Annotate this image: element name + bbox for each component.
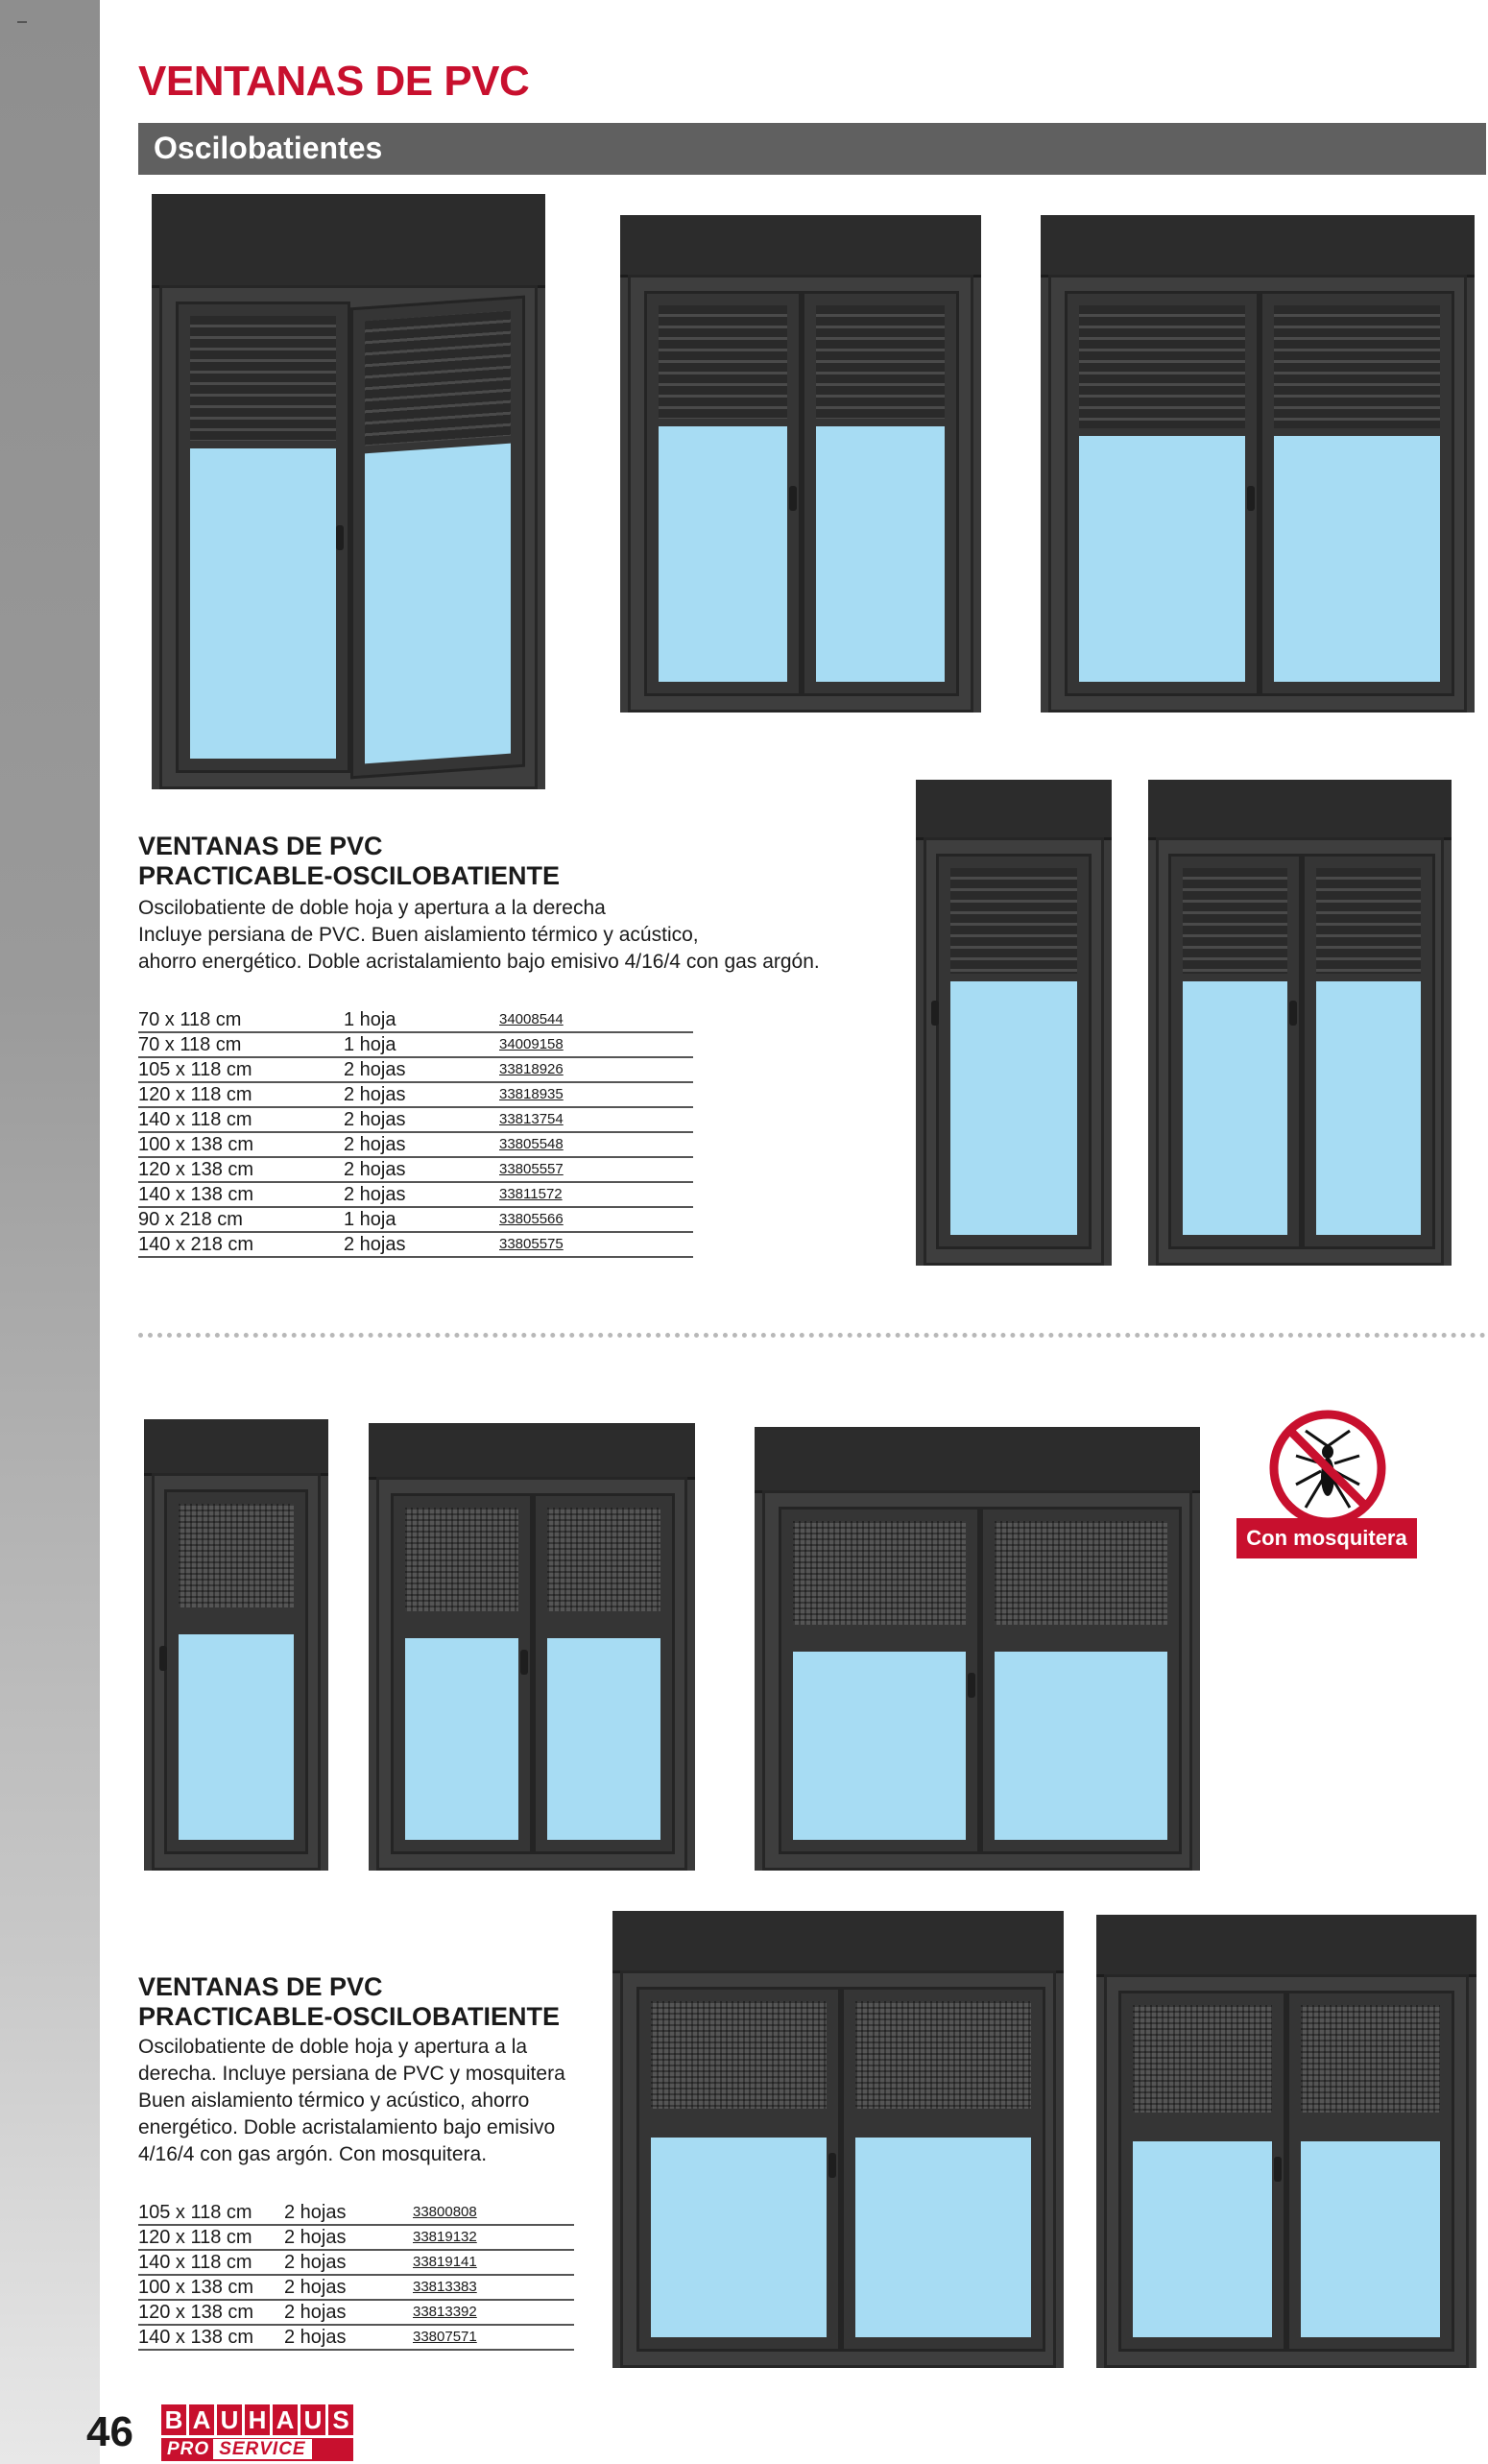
window-image-mosquito-single [144,1419,328,1871]
table-row [138,2250,574,2275]
leaves-cell: 2 hojas [284,2250,413,2275]
product-code: 34009158 [499,1036,564,1052]
product1-description [138,895,820,976]
leaves-cell: 2 hojas [344,1082,499,1107]
leaves-cell: 2 hojas [284,2325,413,2350]
size-cell: 100 x 138 cm [138,1132,344,1157]
table-row [138,1107,693,1132]
product2-description-line: derecha. Incluye persiana de PVC y mosquitera [138,2063,565,2085]
size-cell: 140 x 218 cm [138,1232,344,1257]
window-image-mosquito-double-1 [369,1423,695,1871]
size-cell: 90 x 218 cm [138,1207,344,1232]
product2-title [138,1972,560,2032]
logo-letter: U [217,2404,242,2435]
size-cell: 140 x 118 cm [138,1107,344,1132]
leaves-cell: 2 hojas [344,1182,499,1207]
product-code: 33805566 [499,1211,564,1227]
window-image-mosquito-double-2 [755,1427,1200,1871]
table-row [138,1132,693,1157]
product1-description-line: ahorro energético. Doble acristalamiento bajo emisivo 4/16/4 con gas argón. [138,951,820,973]
table-row [138,2300,574,2325]
table-row [138,1182,693,1207]
table-row [138,1008,693,1032]
logo-letter: U [300,2404,325,2435]
table-row [138,2325,574,2350]
section-divider [138,1333,1486,1338]
logo-letter: B [161,2404,186,2435]
product-code: 33813392 [413,2304,477,2320]
product1-description-line: Incluye persiana de PVC. Buen aislamiento térmico y acústico, [138,924,699,946]
product2-spec-table [138,2201,574,2351]
sidebar-strip [0,0,100,2464]
leaves-cell: 2 hojas [344,1057,499,1082]
leaves-cell: 1 hoja [344,1207,499,1232]
table-row [138,2201,574,2225]
size-cell: 120 x 138 cm [138,1157,344,1182]
leaves-cell: 2 hojas [344,1107,499,1132]
table-row [138,2275,574,2300]
product-code: 33819141 [413,2254,477,2270]
product2-description-line: Oscilobatiente de doble hoja y apertura a la [138,2036,528,2058]
table-row [138,2225,574,2250]
product2-description-line: energético. Doble acristalamiento bajo emisivo [138,2116,556,2138]
leaves-cell: 2 hojas [284,2201,413,2225]
corner-mark [17,21,27,23]
page-title: VENTANAS DE PVC [138,58,530,105]
leaves-cell: 2 hojas [284,2300,413,2325]
window-image-double-tall [1148,780,1452,1266]
product2-description [138,2034,565,2168]
table-row [138,1207,693,1232]
size-cell: 120 x 118 cm [138,1082,344,1107]
size-cell: 100 x 138 cm [138,2275,284,2300]
leaves-cell: 2 hojas [344,1132,499,1157]
product1-title [138,832,560,891]
product-code: 34008544 [499,1011,564,1027]
window-image-double-2 [1041,215,1475,713]
product2-description-line: Buen aislamiento térmico y acústico, ahorro [138,2090,530,2112]
window-image-tilt-open [152,194,545,789]
logo-subline [161,2438,353,2461]
logo-letter: S [328,2404,353,2435]
page-number: 46 [86,2408,133,2455]
logo-letter: H [245,2404,270,2435]
product-code: 33813383 [413,2279,477,2295]
no-mosquito-icon [1267,1408,1388,1529]
section-title: Oscilobatientes [154,131,383,165]
product2-title-line2: PRACTICABLE-OSCILOBATIENTE [138,2002,560,2031]
size-cell: 70 x 118 cm [138,1032,344,1057]
bauhaus-logo [161,2404,353,2460]
product-code: 33805548 [499,1136,564,1152]
table-row [138,1157,693,1182]
leaves-cell: 2 hojas [284,2275,413,2300]
product-code: 33813754 [499,1111,564,1127]
product-code: 33807571 [413,2329,477,2345]
product1-title-line1: VENTANAS DE PVC [138,832,383,860]
window-image-single-tall [916,780,1112,1266]
product-code: 33800808 [413,2204,477,2220]
logo-letter: A [189,2404,214,2435]
window-image-mosquito-double-3 [612,1911,1064,2368]
size-cell: 120 x 138 cm [138,2300,284,2325]
size-cell: 70 x 118 cm [138,1008,344,1032]
product1-title-line2: PRACTICABLE-OSCILOBATIENTE [138,861,560,890]
logo-pro: PRO [167,2439,210,2459]
product-code: 33819132 [413,2229,477,2245]
table-row [138,1057,693,1082]
logo-letter: A [273,2404,298,2435]
product1-description-line: Oscilobatiente de doble hoja y apertura a la derecha [138,897,606,919]
table-row [138,1032,693,1057]
size-cell: 140 x 118 cm [138,2250,284,2275]
size-cell: 105 x 118 cm [138,2201,284,2225]
product-code: 33818935 [499,1086,564,1102]
leaves-cell: 2 hojas [344,1232,499,1257]
window-image-mosquito-double-4 [1096,1915,1476,2368]
product2-description-line: 4/16/4 con gas argón. Con mosquitera. [138,2143,488,2165]
product-code: 33805557 [499,1161,564,1177]
product2-title-line1: VENTANAS DE PVC [138,1972,383,2001]
table-row [138,1082,693,1107]
product-code: 33818926 [499,1061,564,1077]
leaves-cell: 2 hojas [344,1157,499,1182]
product-code: 33811572 [499,1186,563,1202]
table-row [138,1232,693,1257]
leaves-cell: 2 hojas [284,2225,413,2250]
leaves-cell: 1 hoja [344,1032,499,1057]
mosquito-net-badge: Con mosquitera [1236,1518,1417,1558]
size-cell: 140 x 138 cm [138,1182,344,1207]
size-cell: 120 x 118 cm [138,2225,284,2250]
size-cell: 105 x 118 cm [138,1057,344,1082]
leaves-cell: 1 hoja [344,1008,499,1032]
product1-spec-table [138,1008,693,1258]
product-code: 33805575 [499,1236,564,1252]
size-cell: 140 x 138 cm [138,2325,284,2350]
section-header [138,123,1486,175]
window-image-double-1 [620,215,981,713]
logo-service: SERVICE [213,2439,311,2459]
